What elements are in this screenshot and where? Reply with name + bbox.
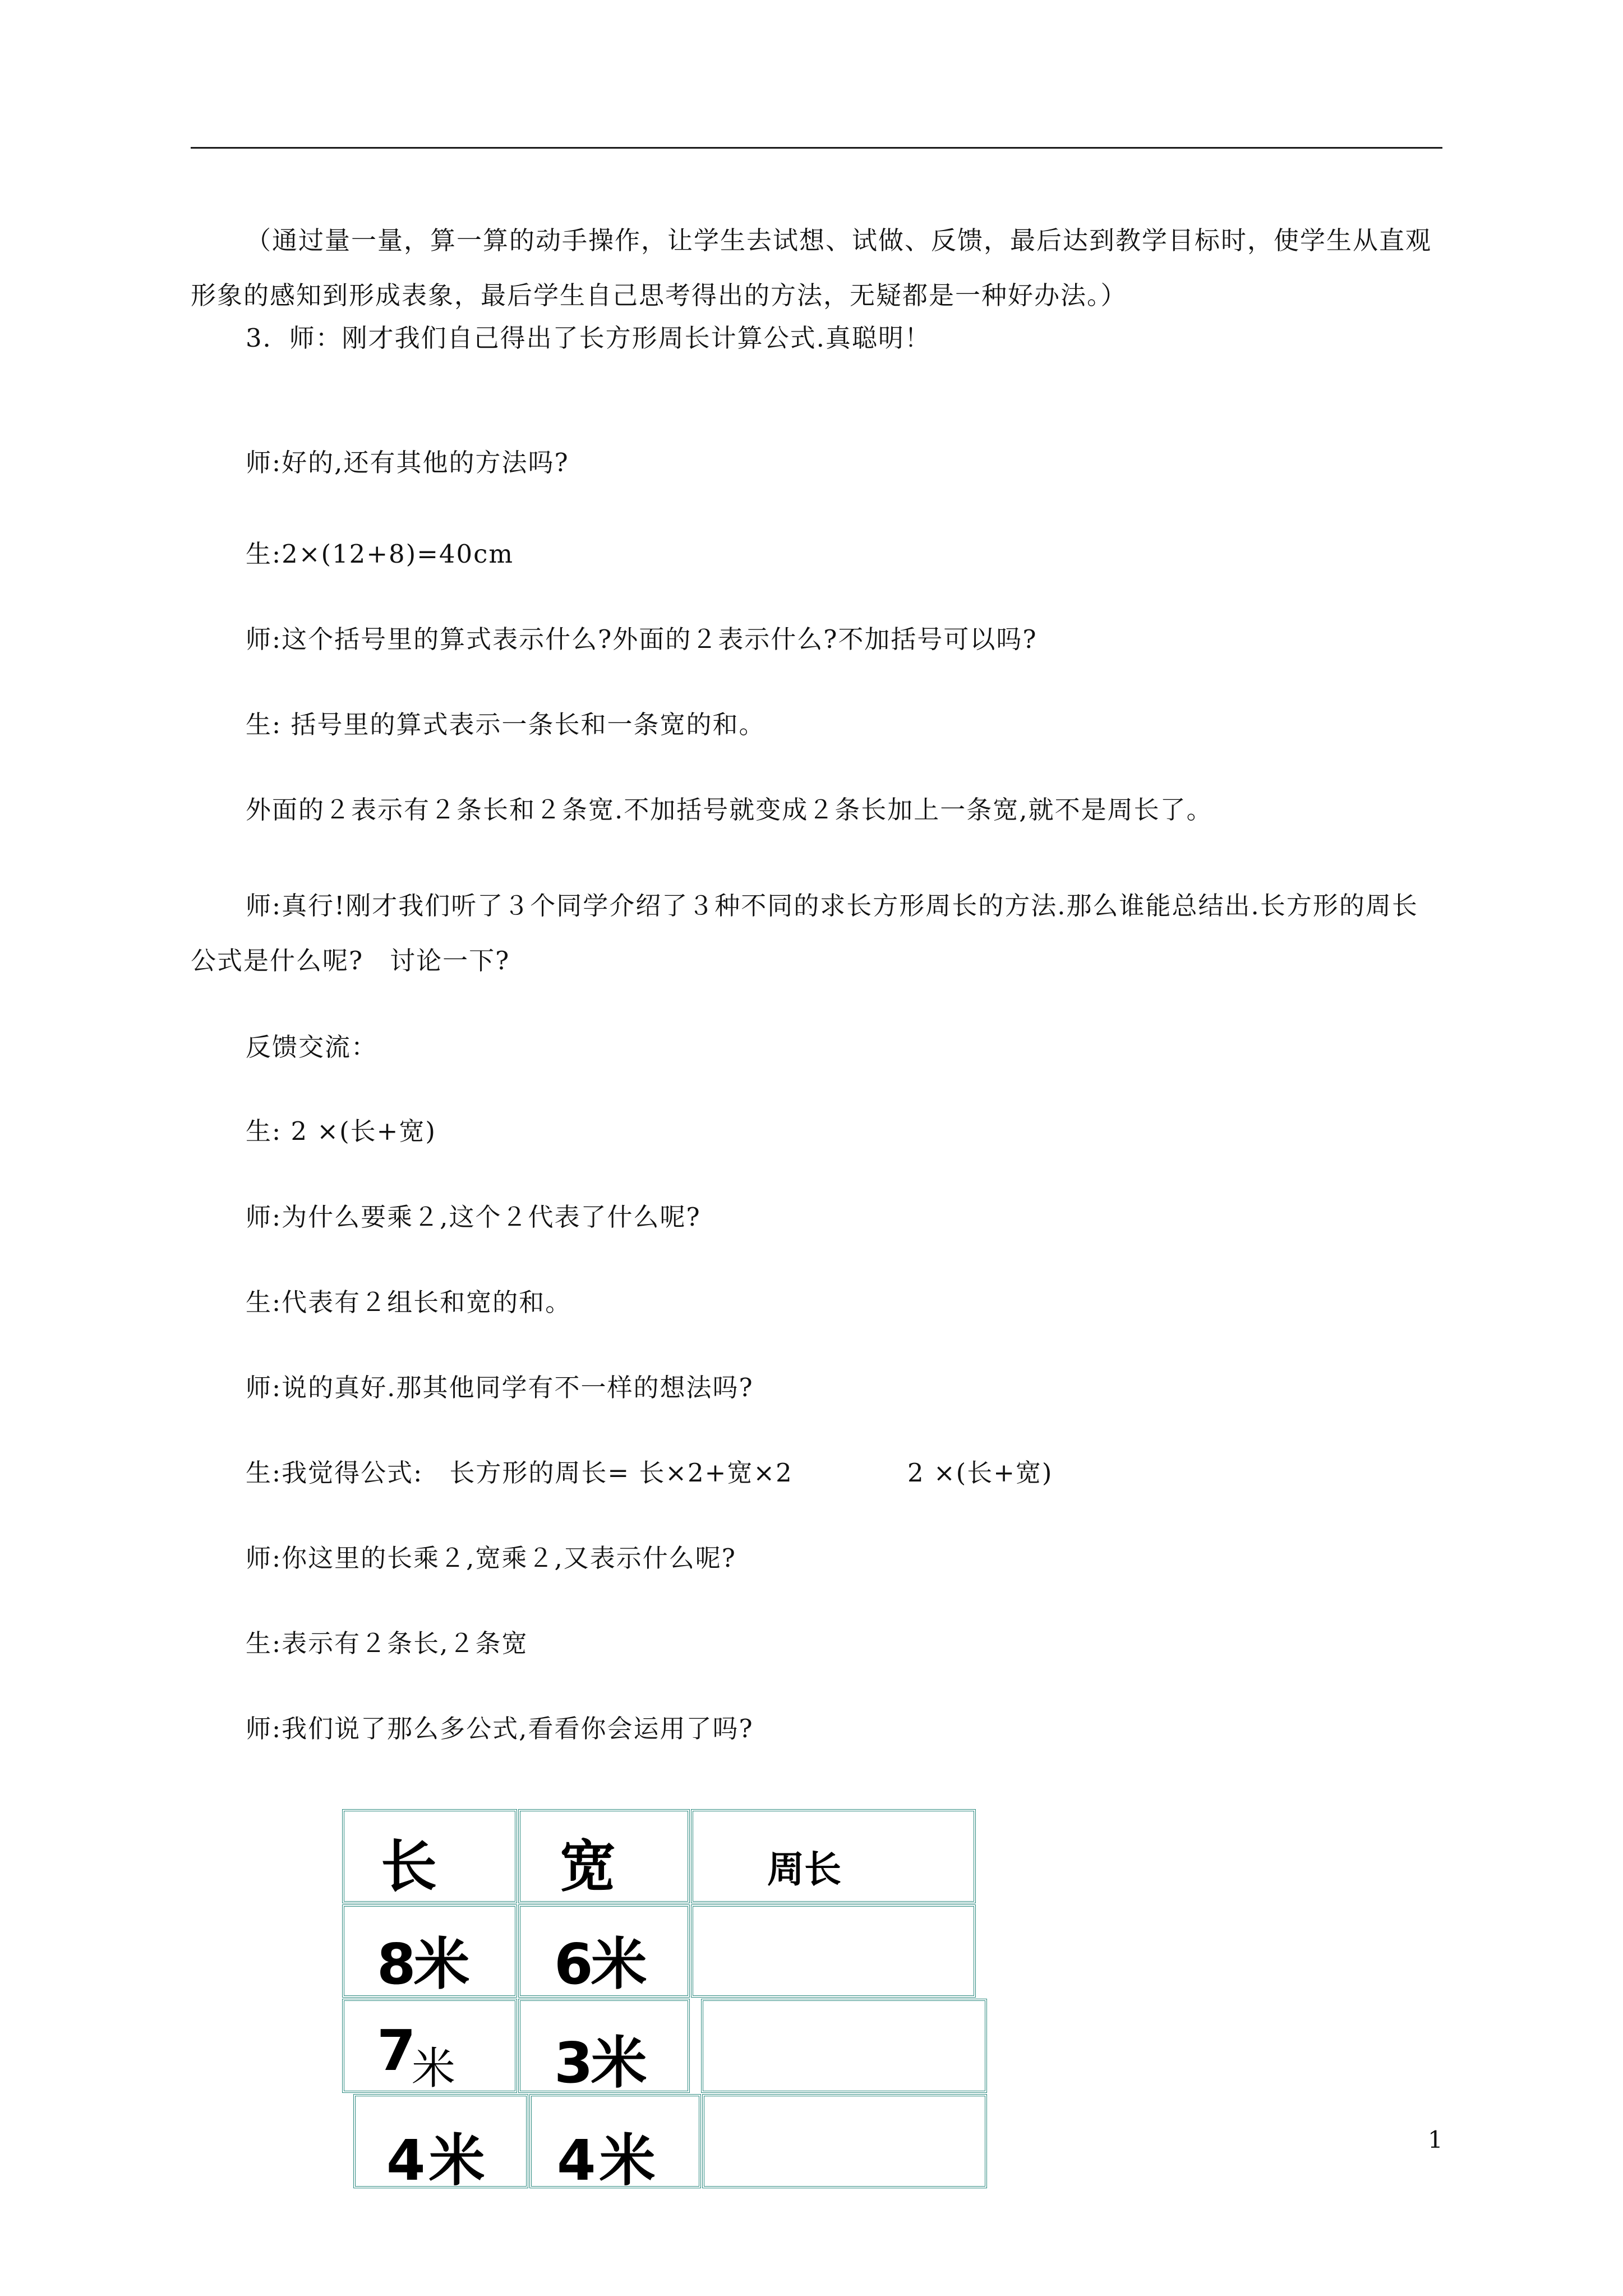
value-length: 4米 [386,2128,488,2193]
cell-width [518,1999,690,2096]
cell-width [518,1904,690,1998]
paragraph: 3．师：刚才我们自己得出了长方形周长计算公式.真聪明！ [246,323,931,353]
exercise-table [342,1809,987,2202]
paragraph: 生:代表有２组长和宽的和。 [246,1287,572,1317]
cell-perimeter[interactable] [702,2094,987,2188]
cell-length [353,2094,528,2193]
cell-length [342,1999,517,2093]
paragraph: 生: 2 ×(长+宽) [246,1116,436,1146]
paragraph: 师:说的真好.那其他同学有不一样的想法吗? [246,1373,754,1402]
header-width: 宽 [560,1834,614,1899]
paragraph: 外面的２表示有２条长和２条宽.不加括号就变成２条长加上一条宽,就不是周长了。 [246,795,1213,825]
header-rule [191,147,1442,149]
paragraph: 师:为什么要乘２,这个２代表了什么呢? [246,1202,701,1232]
paragraph: 师:好的,还有其他的方法吗? [246,448,569,477]
cell-length [342,1904,517,1998]
header-cell-length [342,1809,517,1903]
paragraph: 生:我觉得公式: 长方形的周长= 长×2+宽×2 2 ×(长+宽) [246,1458,1053,1488]
value-width: 4米 [557,2128,659,2193]
header-cell-width [518,1809,690,1903]
header-perimeter: 周长 [767,1848,841,1891]
value-width: 6米 [554,1931,645,1997]
page-number: 1 [1428,2126,1443,2154]
paragraph: 师:真行!刚才我们听了３个同学介绍了３种不同的求长方形周长的方法.那么谁能总结出.长方形的周长公式是什么呢? 讨论一下? [191,891,1418,976]
header-cell-perimeter [691,1809,976,1903]
value-length: 8米 [377,1931,468,1997]
paragraph: 师:这个括号里的算式表示什么?外面的２表示什么?不加括号可以吗? [246,624,1038,654]
value-length-unit: 米 [412,2044,456,2094]
intro-paragraph: （通过量一量，算一算的动手操作，让学生去试想、试做、反馈，最后达到教学目标时，使学生从直观形象的感知到形成表象，最后学生自己思考得出的方法，无疑都是一种好办法。） [191,226,1432,310]
value-width: 3米 [554,2030,645,2096]
paragraph: 生: 括号里的算式表示一条长和一条宽的和。 [246,710,766,739]
cell-perimeter[interactable] [691,1904,976,1998]
paragraph: 生:2×(12+8)=40cm [246,539,514,569]
header-length: 长 [381,1834,435,1899]
cell-width [529,2094,701,2193]
paragraph: 师:你这里的长乘２,宽乘２,又表示什么呢? [246,1543,736,1573]
paragraph: 生:表示有２条长,２条宽 [246,1628,528,1658]
cell-perimeter[interactable] [701,1999,987,2093]
value-length-number: 7 [377,2018,414,2083]
paragraph: 师:我们说了那么多公式,看看你会运用了吗? [246,1714,754,1743]
paragraph: 反馈交流： [246,1032,378,1062]
